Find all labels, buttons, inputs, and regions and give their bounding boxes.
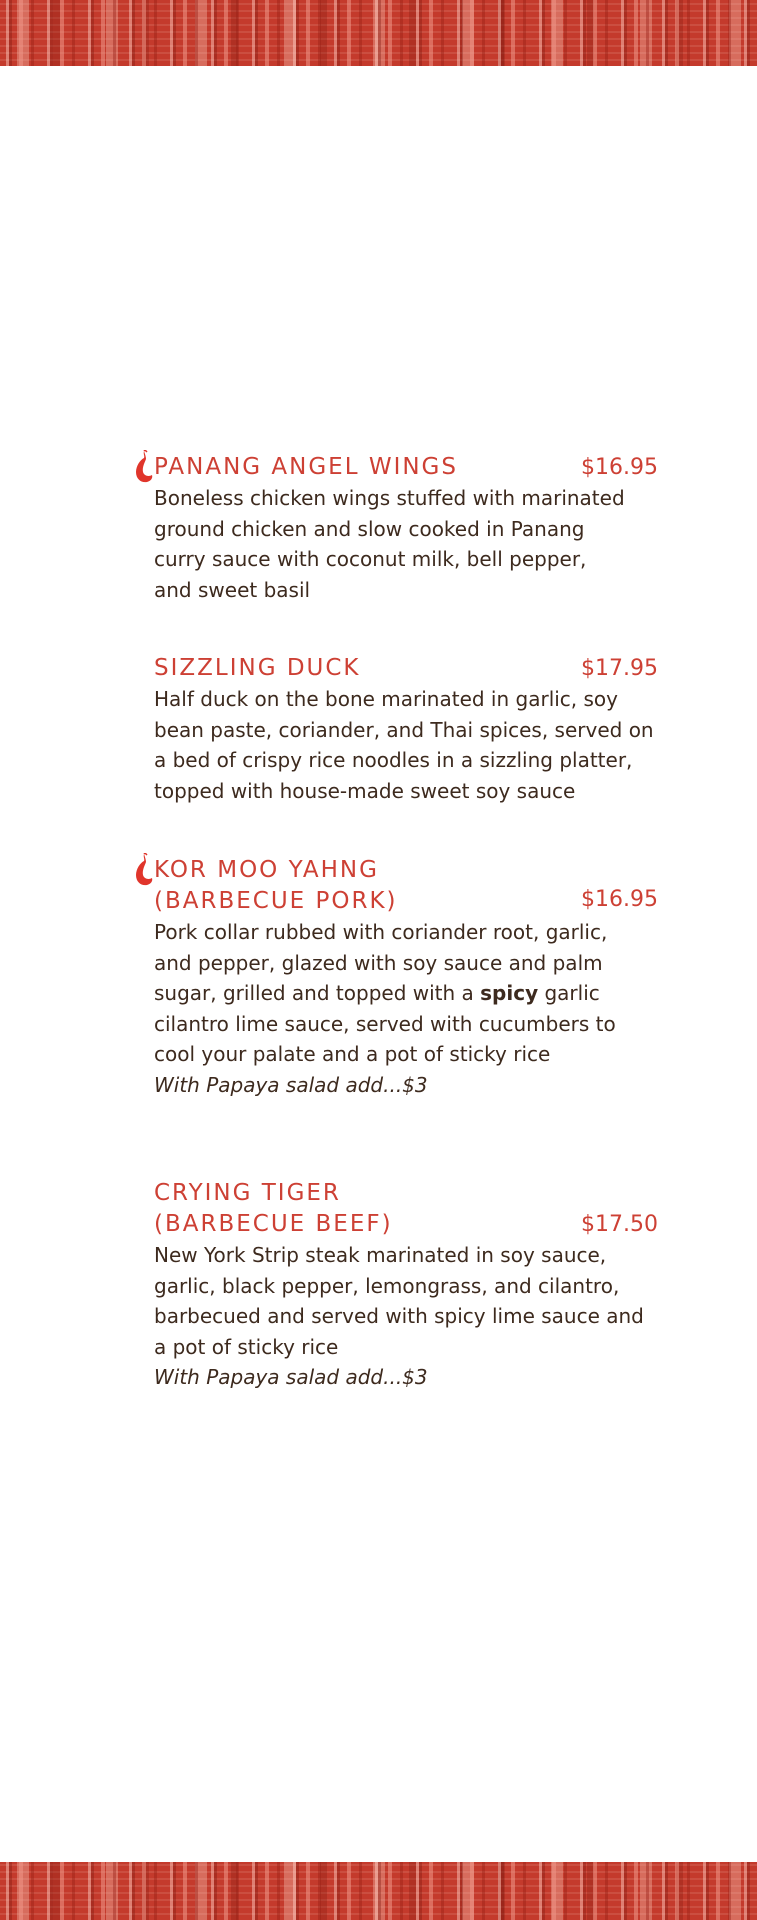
item-description: Pork collar rubbed with coriander root, garlic, and pepper, glazed with soy sauce and palm sugar, grilled and topped with a spicy garlic cilantro lime sauce, served with cucumbers to cool your palate and a pot of sticky rice <box>154 920 616 1067</box>
item-title-line-1: CRYING TIGER <box>154 1180 341 1206</box>
item-price: $17.50 <box>581 1212 658 1237</box>
add-on-note: With Papaya salad add...$3 <box>154 1072 428 1097</box>
item-title: PANANG ANGEL WINGS <box>154 454 458 480</box>
menu-item-crying-tiger <box>154 1178 664 1393</box>
item-price: $17.95 <box>581 656 658 681</box>
item-price: $16.95 <box>581 455 658 480</box>
menu-item-kor-moo-yahng <box>154 855 664 1101</box>
menu-item-panang-angel-wings <box>154 452 664 605</box>
menu-item-sizzling-duck <box>154 653 664 806</box>
chili-pepper-icon <box>132 450 154 484</box>
item-price: $16.95 <box>581 887 658 912</box>
item-title: SIZZLING DUCK <box>154 655 361 681</box>
add-on-note: With Papaya salad add...$3 <box>154 1365 428 1390</box>
decorative-bottom-band <box>0 1862 757 1920</box>
item-description: Half duck on the bone marinated in garlic, soy bean paste, coriander, and Thai spices, served on a bed of crispy rice noodles in a sizzling platter, topped with house-made sweet soy sauce <box>154 687 654 803</box>
item-description: New York Strip steak marinated in soy sauce, garlic, black pepper, lemongrass, and cilantro, barbecued and served with spicy lime sauce and a pot of sticky rice <box>154 1243 644 1359</box>
item-description: Boneless chicken wings stuffed with marinated ground chicken and slow cooked in Panang curry sauce with coconut milk, bell pepper, and sweet basil <box>154 486 625 602</box>
item-title-line-1: KOR MOO YAHNG <box>154 857 379 883</box>
spicy-emphasis: spicy <box>480 981 539 1006</box>
chili-pepper-icon <box>132 853 154 887</box>
item-title-line-2: (BARBECUE PORK) <box>154 888 398 914</box>
item-title-line-2: (BARBECUE BEEF) <box>154 1211 393 1237</box>
decorative-top-band <box>0 0 757 66</box>
